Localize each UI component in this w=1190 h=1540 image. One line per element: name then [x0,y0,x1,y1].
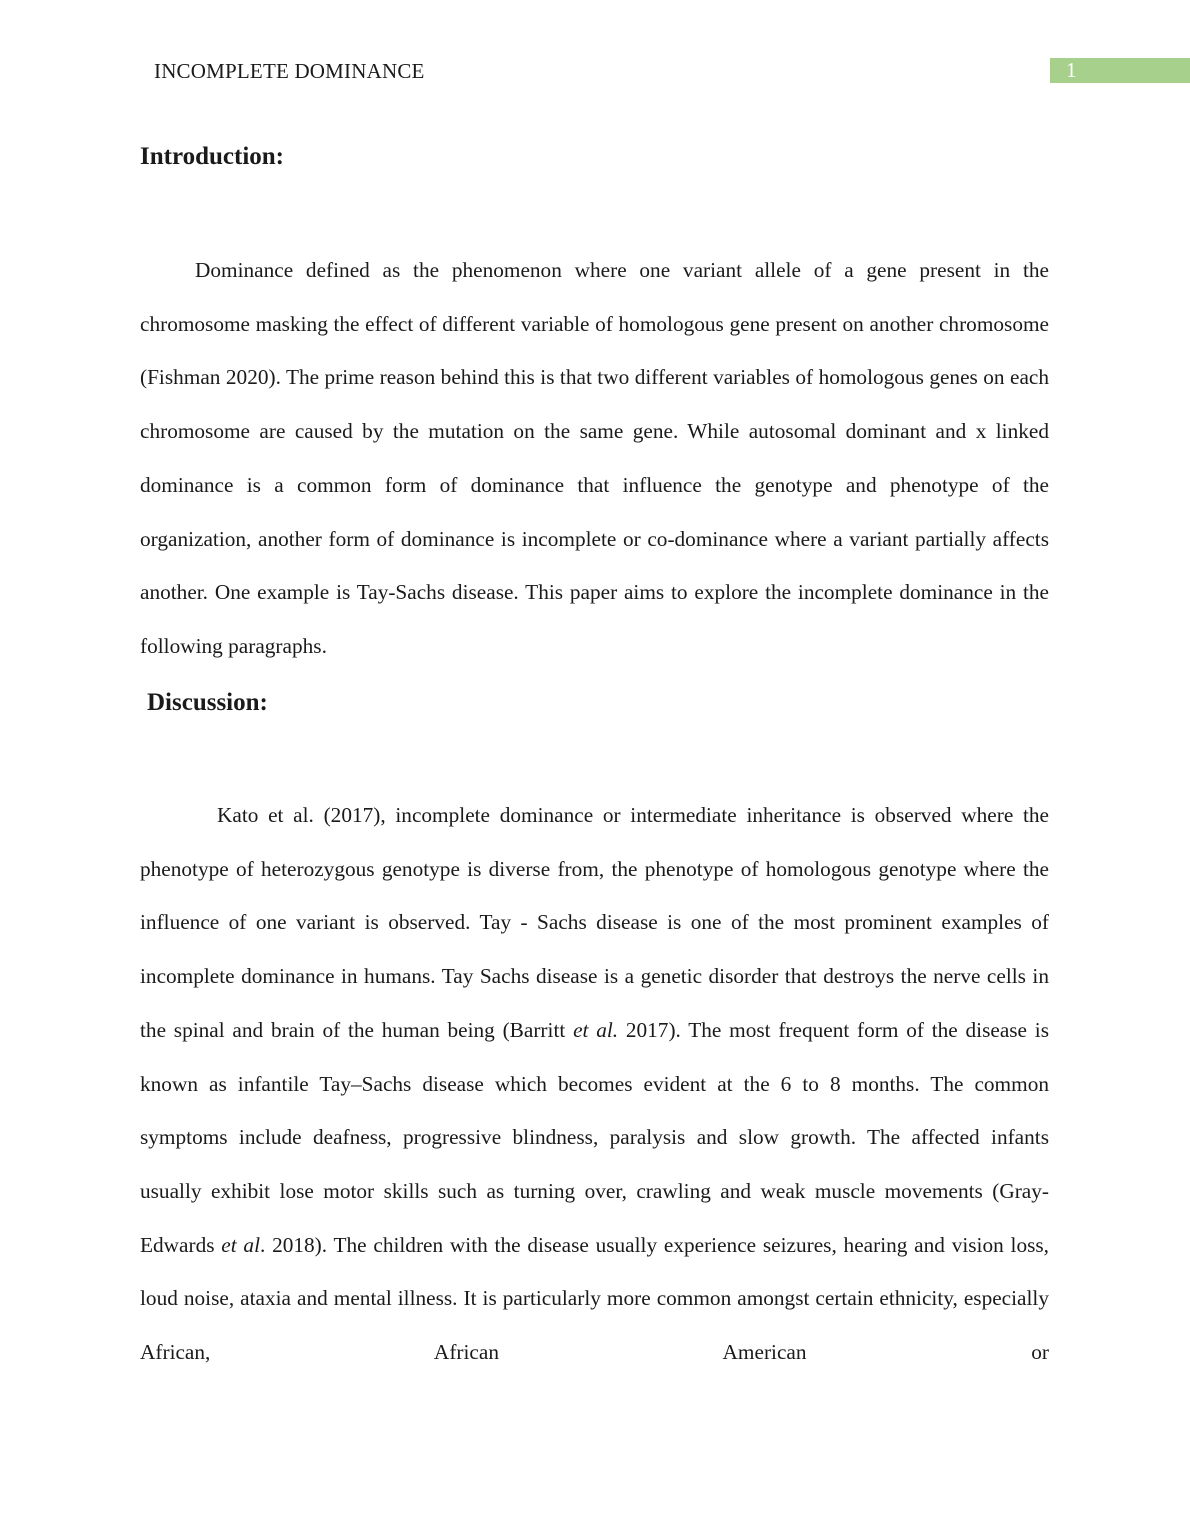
discussion-text-1: Kato et al. (2017), incomplete dominance or intermediate inheritance is observed where the phenotype of heterozygous genotype is diverse from, the phenotype of homologous genotype where the influence of one variant is observed. Tay - Sachs disease is one of the most prominent examples of incomplete dominance in humans. Tay Sachs disease is a genetic disorder that destroys the nerve cells in the spinal and brain of the human being (Barritt [140,803,1049,1042]
discussion-heading: Discussion: [147,689,268,716]
page-number: 1 [1066,58,1077,82]
discussion-citation-italic-2: et al [221,1232,260,1257]
discussion-text-3: . 2018). The children with the disease usually experience seizures, hearing and vision loss, loud noise, ataxia and mental illness. It is particularly more common amongst certain ethnicity, especially African, African American or [140,1232,1049,1365]
discussion-text-2: 2017). The most frequent form of the disease is known as infantile Tay–Sachs disease which becomes evident at the 6 to 8 months. The common symptoms include deafness, progressive blindness, paralysis and slow growth. The affected infants usually exhibit lose motor skills such as turning over, crawling and weak muscle movements (Gray-Edwards [140,1017,1049,1257]
running-head: INCOMPLETE DOMINANCE [154,59,425,83]
introduction-paragraph: Dominance defined as the phenomenon where one variant allele of a gene present in the chromosome masking the effect of different variable of homologous gene present on another chromosome (Fishman 2020). The prime reason behind this is that two different variables of homologous genes on each chromosome are caused by the mutation on the same gene. While autosomal dominant and x linked dominance is a common form of dominance that influence the genotype and phenotype of the organization, another form of dominance is incomplete or co-dominance where a variant partially affects another. One example is Tay-Sachs disease. This paper aims to explore the incomplete dominance in the following paragraphs. [140,258,1049,658]
discussion-citation-italic-1: et al. [573,1017,619,1042]
discussion-paragraph [140,789,1049,1390]
introduction-heading: Introduction: [140,143,285,170]
